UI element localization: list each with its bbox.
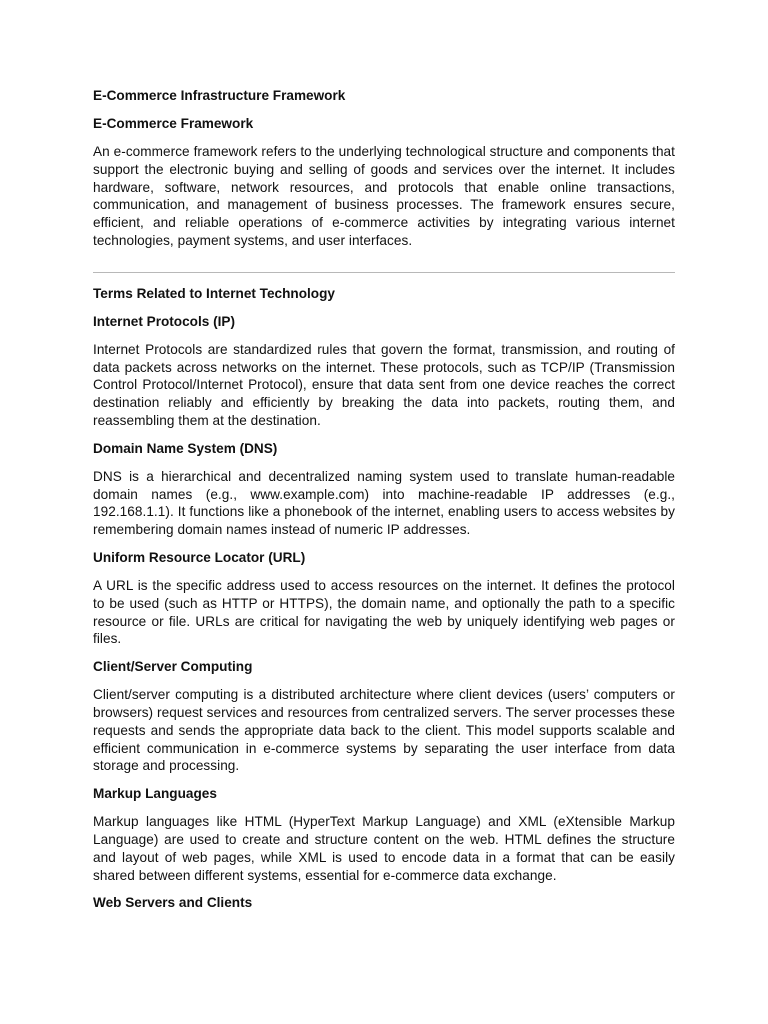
term-body-dns: DNS is a hierarchical and decentralized naming system used to translate human-readable domain names (e.g., www.example.com) into machine-readable IP addresses (e.g., 192.168.1.1). It functions like a phonebook of the internet, enabling users to access websites by remembering domain names instead of numeric IP addresses.	[93, 468, 675, 538]
term-heading-url: Uniform Resource Locator (URL)	[93, 549, 306, 565]
document-page	[93, 87, 675, 922]
section-title: Terms Related to Internet Technology	[93, 285, 335, 301]
intro-paragraph: An e-commerce framework refers to the underlying technological structure and components that support the electronic buying and selling of goods and services over the internet. It includes hardware, software, network resources, and protocols that enable online transactions, communication, and management of business processes. The framework ensures secure, efficient, and reliable operations of e-commerce activities by integrating various internet technologies, payment systems, and user interfaces.	[93, 144, 675, 248]
term-heading-client-server: Client/Server Computing	[93, 659, 253, 675]
term-heading-dns: Domain Name System (DNS)	[93, 440, 278, 456]
intro-heading: E-Commerce Framework	[93, 116, 254, 131]
term-heading-ip: Internet Protocols (IP)	[93, 313, 235, 329]
term-heading-markup: Markup Languages	[93, 786, 217, 802]
term-body-ip: Internet Protocols are standardized rules that govern the format, transmission, and routing of data packets across networks on the internet. These protocols, such as TCP/IP (Transmission Control Protocol/Internet Protocol), ensure that data sent from one device reaches the correct destination reliably and efficiently by breaking the data into packets, routing them, and reassembling them at the destination.	[93, 341, 675, 428]
term-heading-web-servers: Web Servers and Clients	[93, 895, 253, 911]
term-body-markup: Markup languages like HTML (HyperText Markup Language) and XML (eXtensible Markup Language) are used to create and structure content on the web. HTML defines the structure and layout of web pages, while XML is used to encode data in a format that can be easily shared between different systems, essential for e-commerce data exchange.	[93, 814, 675, 883]
term-body-url: A URL is the specific address used to access resources on the internet. It defines the protocol to be used (such as HTTP or HTTPS), the domain name, and optionally the path to a specific resource or file. URLs are critical for navigating the web by uniquely identifying web pages or files.	[93, 577, 675, 647]
document-title: E-Commerce Infrastructure Framework	[93, 88, 346, 103]
section-divider	[93, 272, 675, 273]
term-body-client-server: Client/server computing is a distributed architecture where client devices (users’ computers or browsers) request services and resources from centralized servers. The server processes these requests and sends the appropriate data back to the client. This model supports scalable and efficient communication in e-commerce systems by separating the user interface from data storage and processing.	[93, 687, 675, 774]
